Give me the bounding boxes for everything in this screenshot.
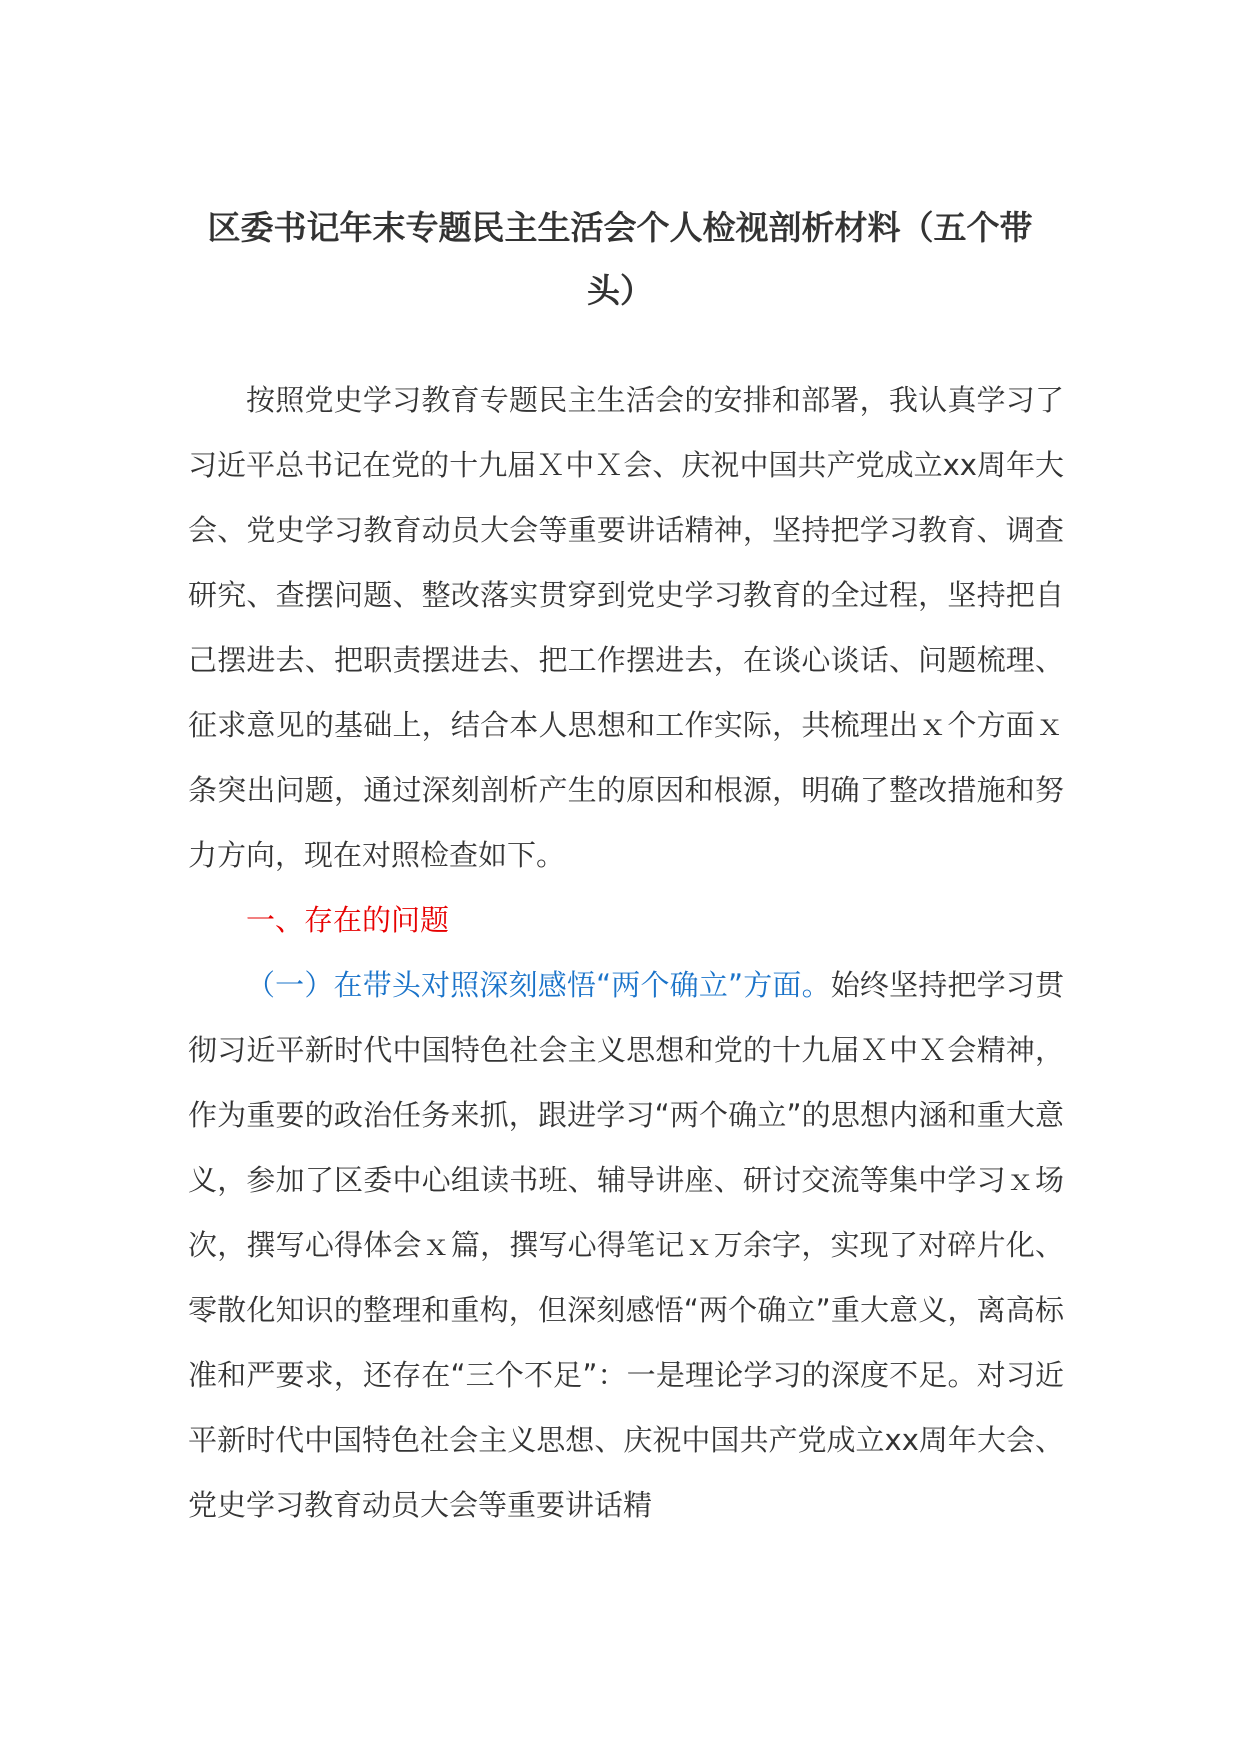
subsection-text: 始终坚持把学习贯彻习近平新时代中国特色社会主义思想和党的十九届Ｘ中Ｘ会精神，作为重要的政治任务来抓，跟进学习“两个确立”的思想内涵和重大意义，参加了区委中心组读书班、辅导讲座、研讨交流等集中学习ｘ场次，撰写心得体会ｘ篇，撰写心得笔记ｘ万余字，实现了对碎片化、零散化知识的整理和重构，但深刻感悟“两个确立”重大意义，离高标准和严要求，还存在“三个不足”：一是理论学习的深度不足。对习近平新时代中国特色社会主义思想、庆祝中国共产党成立xx周年大会、党史学习教育动员大会等重要讲话精 [188,968,1064,1522]
subsection-paragraph [188,953,1064,1538]
section-heading-problems: 一、存在的问题 [246,903,450,937]
subsection-heading: （一）在带头对照深刻感悟“两个确立”方面。 [246,968,831,1002]
intro-paragraph: 按照党史学习教育专题民主生活会的安排和部署，我认真学习了习近平总书记在党的十九届Ｘ中Ｘ会、庆祝中国共产党成立xx周年大会、党史学习教育动员大会等重要讲话精神，坚持把学习教育、调查研究、查摆问题、整改落实贯穿到党史学习教育的全过程，坚持把自己摆进去、把职责摆进去、把工作摆进去，在谈心谈话、问题梳理、征求意见的基础上，结合本人思想和工作实际，共梳理出ｘ个方面ｘ条突出问题，通过深刻剖析产生的原因和根源，明确了整改措施和努力方向，现在对照检查如下。 [188,383,1064,872]
document-title: 区委书记年末专题民主生活会个人检视剖析材料（五个带头） [207,208,1033,310]
document-body [188,368,1064,1538]
